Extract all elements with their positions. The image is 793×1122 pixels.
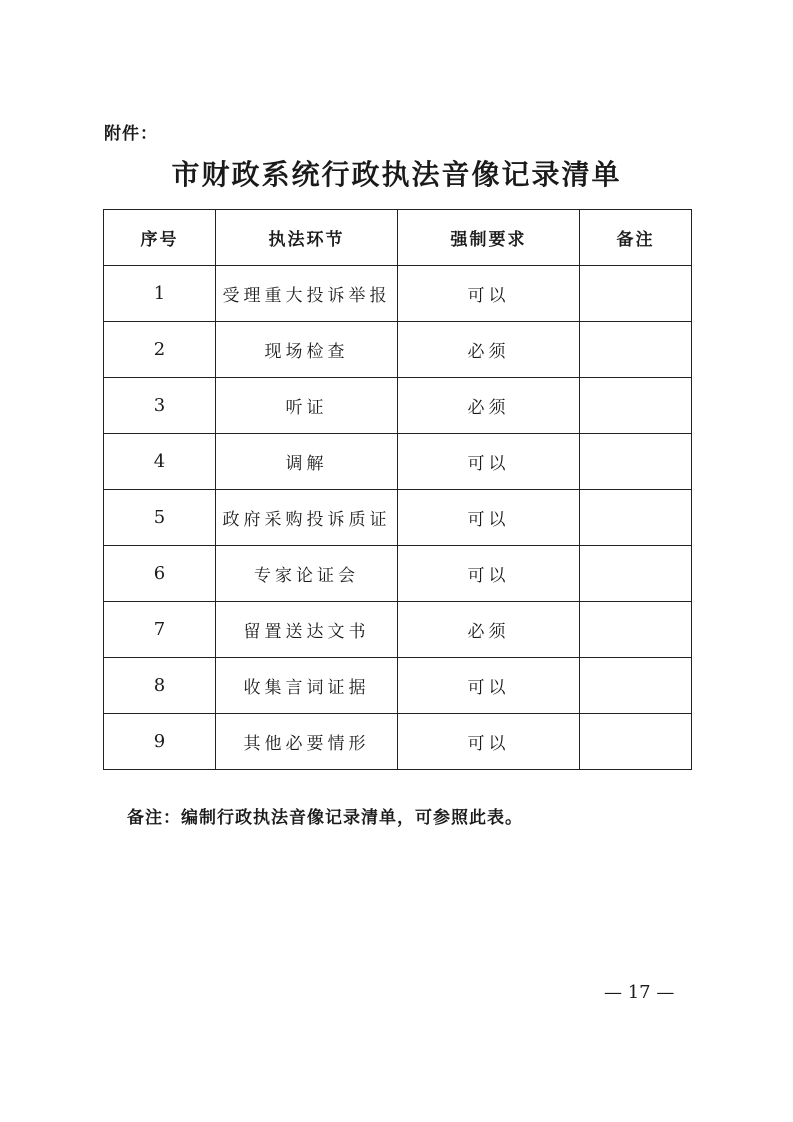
table-row	[104, 602, 692, 658]
cell-step: 收集言词证据	[216, 658, 398, 714]
table-row	[104, 714, 692, 770]
cell-remark	[580, 490, 692, 546]
cell-requirement: 可以	[398, 546, 580, 602]
cell-requirement: 可以	[398, 266, 580, 322]
table-row	[104, 322, 692, 378]
cell-step: 受理重大投诉举报	[216, 266, 398, 322]
table-row	[104, 658, 692, 714]
header-remark: 备注	[580, 210, 692, 266]
cell-no: 6	[104, 546, 216, 602]
cell-requirement: 可以	[398, 490, 580, 546]
cell-no: 4	[104, 434, 216, 490]
cell-remark	[580, 266, 692, 322]
cell-remark	[580, 714, 692, 770]
cell-requirement: 可以	[398, 434, 580, 490]
table-row	[104, 266, 692, 322]
cell-step: 调解	[216, 434, 398, 490]
cell-no: 9	[104, 714, 216, 770]
cell-step: 留置送达文书	[216, 602, 398, 658]
cell-no: 5	[104, 490, 216, 546]
header-step: 执法环节	[216, 210, 398, 266]
cell-no: 2	[104, 322, 216, 378]
cell-step: 现场检查	[216, 322, 398, 378]
cell-no: 1	[104, 266, 216, 322]
table-row	[104, 490, 692, 546]
footnote: 备注：编制行政执法音像记录清单，可参照此表。	[127, 808, 523, 828]
cell-remark	[580, 546, 692, 602]
cell-remark	[580, 434, 692, 490]
cell-requirement: 必须	[398, 322, 580, 378]
cell-requirement: 可以	[398, 658, 580, 714]
header-no: 序号	[104, 210, 216, 266]
cell-no: 7	[104, 602, 216, 658]
table-row	[104, 378, 692, 434]
page-number: — 17 —	[604, 982, 675, 1003]
table-header-row	[104, 210, 692, 266]
cell-step: 专家论证会	[216, 546, 398, 602]
cell-step: 听证	[216, 378, 398, 434]
cell-requirement: 必须	[398, 378, 580, 434]
cell-no: 3	[104, 378, 216, 434]
cell-requirement: 必须	[398, 602, 580, 658]
cell-step: 政府采购投诉质证	[216, 490, 398, 546]
attachment-label: 附件：	[104, 124, 158, 144]
cell-remark	[580, 658, 692, 714]
document-title: 市财政系统行政执法音像记录清单	[171, 158, 622, 191]
cell-remark	[580, 378, 692, 434]
table-row	[104, 434, 692, 490]
cell-requirement: 可以	[398, 714, 580, 770]
cell-remark	[580, 602, 692, 658]
cell-no: 8	[104, 658, 216, 714]
records-table	[103, 209, 692, 770]
cell-step: 其他必要情形	[216, 714, 398, 770]
cell-remark	[580, 322, 692, 378]
table-row	[104, 546, 692, 602]
header-requirement: 强制要求	[398, 210, 580, 266]
